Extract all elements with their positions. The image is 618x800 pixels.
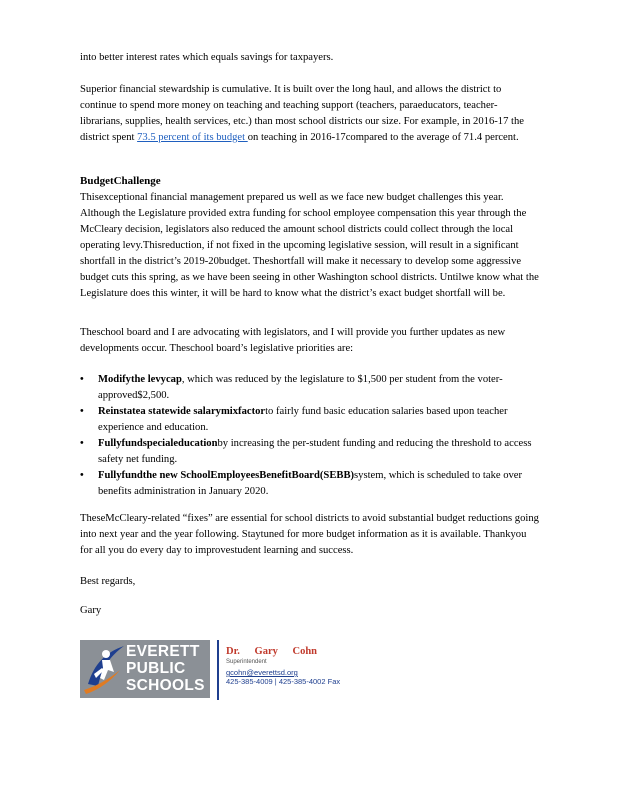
priority-title: Reinstatea statewide salarymixfactor [98,406,266,417]
sender-phones: 425-385-4009 | 425-385-4002 Fax [226,677,341,686]
list-item [80,404,540,436]
logo-line-2: PUBLIC [126,660,186,677]
priority-title: Modifythe levycap [98,374,182,385]
priority-text: , which was reduced by the legislature to $1,500 per student from the voter-approved$2,500. [98,374,503,401]
sender-title: Superintendent [226,659,267,665]
bullet-icon: • [80,470,84,481]
paragraph-budget-challenge-text: Thisexceptional financial management prepared us well as we face new budget challenges this year. Although the Legislature provided extra funding for school employee compensation this year through the McCleary decision, legislators also reduced the amount school districts could collect through the local operating levy.Thisreduction, if not fixed in the upcoming legislative session, will result in a significant shortfall in the district’s 2019-20budget. Theshortfall will make it necessary to develop some aggressive budget cuts this spring, as we have been seeing in other Washington school districts. Untilwe know what the Legislature does this winter, it will be hard to know what the district’s exact budget shortfall will be. [80,192,539,299]
sender-email-link[interactable]: gcohn@everettsd.org [226,668,298,677]
contact-block [226,646,340,686]
priorities-list [80,372,540,500]
stewardship-text-end: on teaching in 2016-17compared to the average of 71.4 percent. [247,132,519,143]
list-item [80,372,540,404]
priority-title: Fullyfundspecialeducation [98,438,218,449]
paragraph-advocacy-text: Theschool board and I are advocating with legislators, and I will provide you further updates as new developments occur. Theschool board’s legislative priorities are: [80,327,506,354]
paragraph-stewardship-text [80,82,540,146]
sender-name: Dr. Gary Cohn [226,646,317,657]
list-item [80,436,540,468]
stewardship-text-start: Superior financial stewardship is cumulative. It is built over the long haul, and allows the district to continue to spend more money on teaching and teaching support (teachers, paraeducators, teacher-librarians, supplies, health services, etc.) than most school districts our size. For example, in 2016-17 the district spent [80,84,524,143]
bullet-icon: • [80,438,84,449]
bullet-icon: • [80,406,84,417]
signoff-name: Gary [80,605,102,616]
district-logo [80,640,210,698]
logo-line-1: EVERETT [126,643,200,660]
paragraph-stewardship [80,82,540,146]
list-item [80,468,540,500]
priority-text: by increasing the per-student funding and reducing the threshold to access safety net funding. [98,438,532,465]
paragraph-intro-text: into better interest rates which equals savings for taxpayers. [80,52,334,63]
paragraph-advocacy [80,325,540,357]
priority-title: Fullyfundthe new SchoolEmployeesBenefitBoard(SEBB) [98,470,355,481]
budget-percent-link[interactable]: 73.5 percent of its budget [137,132,248,143]
paragraph-budget-challenge [80,190,540,302]
priority-text: to fairly fund basic education salaries based upon teacher experience and education. [98,406,508,433]
email-signature [80,640,540,702]
closing-line: Best regards, [80,576,136,587]
bullet-icon: • [80,374,84,385]
logo-line-3: SCHOOLS [126,677,205,694]
priority-text: system, which is scheduled to take over benefits administration in January 2020. [98,470,523,497]
paragraph-fixes [80,511,540,559]
paragraph-intro [80,50,540,66]
logo-wordmark [126,643,205,694]
signature-divider [217,640,219,700]
section-heading: BudgetChallenge [80,175,161,187]
paragraph-fixes-text: TheseMcCleary-related “fixes” are essential for school districts to avoid substantial budget reductions going into next year and the year following. Staytuned for more budget information as it is available. Thankyou for all you do every day to improvestudent learning and success. [80,513,539,556]
